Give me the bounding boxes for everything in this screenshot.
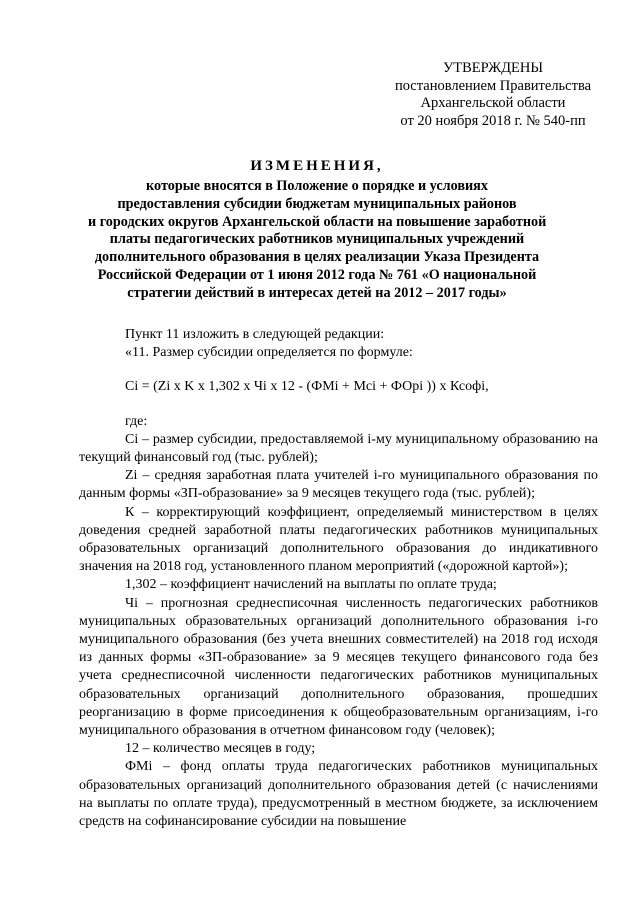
document-heading [88, 156, 546, 303]
heading-line: и городских округов Архангельской области на повышение заработной [88, 213, 547, 230]
approval-date-number: от 20 ноября 2018 г. № 540-пп [400, 112, 586, 129]
heading-title: ИЗМЕНЕНИЯ, [250, 158, 384, 174]
clause-paragraph: «11. Размер субсидии определяется по формуле: [125, 345, 413, 361]
intro-paragraph: Пункт 11 изложить в следующей редакции: [125, 327, 385, 342]
heading-line: предоставления субсидии бюджетам муниципальных районов [117, 195, 517, 212]
approval-issuer: постановлением Правительства [394, 77, 592, 94]
approval-title: УТВЕРЖДЕНЫ [442, 60, 544, 76]
heading-line: которые вносятся в Положение о порядке и условиях [146, 178, 488, 194]
definition-paragraph: 12 – количество месяцев в году; [125, 741, 316, 757]
definition-paragraph: ФМi – фонд оплаты труда педагогических работников муниципальных образовательных организаций дополнительного образования детей (с начислениями на выплаты по оплате труда), предусмотренный в местном бюджете, за исключением средств на софинансирование субсидии на повышение [79, 759, 598, 830]
heading-line: дополнительного образования в целях реализации Указа Президента [94, 249, 540, 266]
definition-paragraph: Zi – средняя заработная плата учителей i-го муниципального образования по данным формы «ЗП-образование» за 9 месяцев текущего года (тыс. рублей); [79, 468, 598, 502]
heading-line: Российской Федерации от 1 июня 2012 года № 761 «О национальной [97, 266, 537, 283]
definition-paragraph: 1,302 – коэффициент начислений на выплаты по оплате труда; [125, 577, 497, 593]
where-label: где: [125, 413, 148, 429]
definition-paragraph: К – корректирующий коэффициент, определяемый министерством в целях доведения средней заработной платы педагогических работников муниципальных образовательных организаций дополнительного образования до индикативного значения на 2018 год, установленного планом мероприятий («дорожной картой»); [79, 504, 598, 575]
approval-region: Архангельской области [420, 95, 566, 111]
document-body [79, 326, 598, 831]
heading-line: стратегии действий в интересах детей на 2012 – 2017 годы» [127, 284, 507, 301]
definition-paragraph: Чi – прогнозная среднесписочная численность педагогических работников муниципальных образовательных организаций дополнительного образования i-го муниципального образования (без учета внешних совместителей) на 2018 год исходя из данных формы «ЗП-образование» за 9 месяцев текущего финансового года без учета среднесписочной численности педагогических работников муниципальных образовательных организаций дополнительного образования, прошедших реорганизацию в форме присоединения к общеобразовательным организациям, i-го муниципального образования в отчетном финансовом году (человек); [79, 595, 598, 739]
definition-paragraph: Ci – размер субсидии, предоставляемой i-му муниципальному образованию на текущий финансовый год (тыс. рублей); [79, 431, 598, 466]
heading-line: платы педагогических работников муниципальных учреждений [109, 231, 525, 248]
approval-stamp [383, 60, 603, 130]
subsidy-formula: Ci = (Zi x K x 1,302 x Чi x 12 - (ФМi + Мсi + ФОрi )) x Ксофi, [125, 379, 489, 395]
